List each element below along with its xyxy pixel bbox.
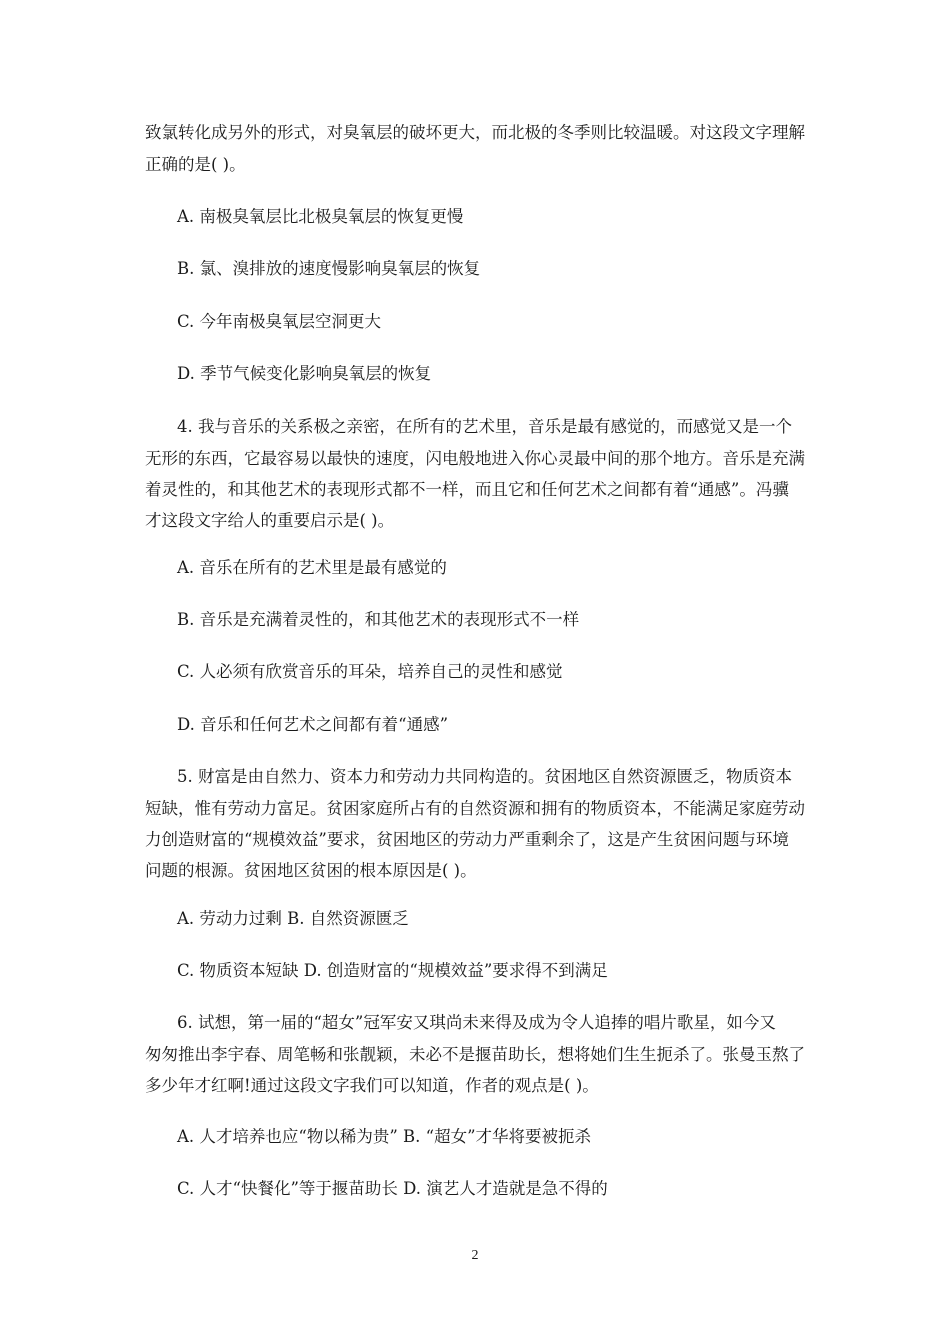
q3-option-c: C. 今年南极臭氧层空洞更大 (177, 312, 382, 331)
q6-stem-line-1: 6. 试想，第一届的“超女”冠军安又琪尚未来得及成为令人追捧的唱片歌星，如今又 (177, 1013, 776, 1032)
q3-stem-line-2: 正确的是( )。 (145, 155, 246, 174)
q4-stem-line-4: 才这段文字给人的重要启示是( )。 (145, 511, 395, 530)
q4-option-a: A. 音乐在所有的艺术里是最有感觉的 (177, 558, 447, 577)
q5-options-ab: A. 劳动力过剩 B. 自然资源匮乏 (177, 909, 409, 928)
q3-option-b: B. 氯、溴排放的速度慢影响臭氧层的恢复 (177, 259, 481, 278)
q3-option-a: A. 南极臭氧层比北极臭氧层的恢复更慢 (177, 207, 464, 226)
q4-option-b: B. 音乐是充满着灵性的，和其他艺术的表现形式不一样 (177, 610, 580, 629)
q4-stem-line-1: 4. 我与音乐的关系极之亲密，在所有的艺术里，音乐是最有感觉的，而感觉又是一个 (177, 417, 792, 436)
q6-options-ab: A. 人才培养也应“物以稀为贵” B. “超女”才华将要被扼杀 (177, 1127, 592, 1146)
q6-stem-line-3: 多少年才红啊!通过这段文字我们可以知道，作者的观点是( )。 (145, 1076, 599, 1095)
q4-stem-line-2: 无形的东西，它最容易以最快的速度，闪电般地进入你心灵最中间的那个地方。音乐是充满 (145, 449, 805, 468)
q4-option-d: D. 音乐和任何艺术之间都有着“通感” (177, 715, 449, 734)
q3-stem-line-1: 致氯转化成另外的形式，对臭氧层的破坏更大，而北极的冬季则比较温暖。对这段文字理解 (145, 123, 805, 142)
q5-stem-line-3: 力创造财富的“规模效益”要求，贫困地区的劳动力严重剩余了，这是产生贫困问题与环境 (145, 830, 789, 849)
q4-stem-line-3: 着灵性的，和其他艺术的表现形式都不一样，而且它和任何艺术之间都有着“通感”。冯骥 (145, 480, 789, 499)
q5-stem-line-2: 短缺，惟有劳动力富足。贫困家庭所占有的自然资源和拥有的物质资本，不能满足家庭劳动 (145, 799, 805, 818)
q3-option-d: D. 季节气候变化影响臭氧层的恢复 (177, 364, 432, 383)
q5-options-cd: C. 物质资本短缺 D. 创造财富的“规模效益”要求得不到满足 (177, 961, 608, 980)
q5-stem-line-1: 5. 财富是由自然力、资本力和劳动力共同构造的。贫困地区自然资源匮乏，物质资本 (177, 767, 792, 786)
q4-option-c: C. 人必须有欣赏音乐的耳朵，培养自己的灵性和感觉 (177, 662, 563, 681)
q6-options-cd: C. 人才“快餐化”等于揠苗助长 D. 演艺人才造就是急不得的 (177, 1179, 608, 1198)
q5-stem-line-4: 问题的根源。贫困地区贫困的根本原因是( )。 (145, 861, 477, 880)
q6-stem-line-2: 匆匆推出李宇春、周笔畅和张靓颖，未必不是揠苗助长，想将她们生生扼杀了。张曼玉熬了 (145, 1045, 805, 1064)
page-number: 2 (471, 1248, 479, 1263)
